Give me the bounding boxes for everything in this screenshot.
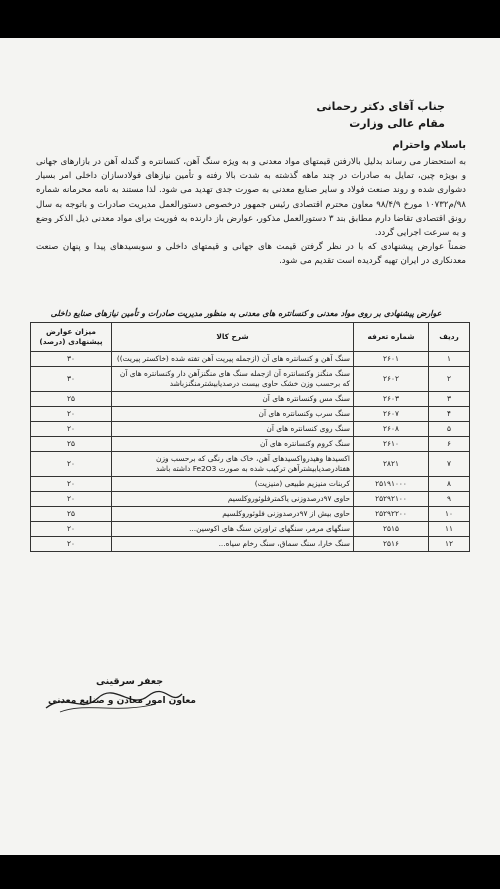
- cell-row-number: ۹: [429, 492, 470, 507]
- cell-tariff: ۲۵۲۹۲۱۰۰: [354, 492, 429, 507]
- top-black-bar: [0, 0, 500, 38]
- table-row: [31, 422, 470, 437]
- cell-row-number: ۷: [429, 452, 470, 477]
- table-row: [31, 367, 470, 392]
- cell-description: کربنات منیزیم طبیعی (منیزیت): [112, 477, 354, 492]
- table-row: [31, 437, 470, 452]
- cell-row-number: ۱۱: [429, 522, 470, 537]
- cell-duty: ۲۵: [31, 437, 112, 452]
- cell-row-number: ۱۲: [429, 537, 470, 552]
- table-row: [31, 352, 470, 367]
- cell-duty: ۲۵: [31, 507, 112, 522]
- cell-row-number: ۱: [429, 352, 470, 367]
- cell-row-number: ۵: [429, 422, 470, 437]
- table-row: [31, 407, 470, 422]
- salutation: باسلام واحترام: [392, 140, 466, 151]
- duty-table: [30, 322, 470, 552]
- cell-duty: ۲۰: [31, 522, 112, 537]
- header-tariff: شماره تعرفه: [354, 323, 429, 352]
- addressee-title: مقام عالی وزارت: [349, 117, 445, 130]
- cell-description: سنگ خارا، سنگ سماق، سنگ رخام سیاه...: [112, 537, 354, 552]
- body-paragraph-1: به استحضار می رساند بدلیل بالارفتن قیمتهای مواد معدنی و به ویژه سنگ آهن، کنسانتره و گندله آهن در بازارهای جهانی و بویژه چین، تمایل به صادرات در چند ماهه گذشته به شدت بالا رفته و تأمین نیازهای فولادسازان داخلی امر بسیار دشواری شده و روند صنعت فولاد و سایر صنایع معدنی به صورت جدی تهدید می شود. لذا مستند به نامه محرمانه شماره ۹۸/م۱۰۷۳۲ مورخ ۹۸/۴/۹ معاون محترم اقتصادی رئیس جمهور درخصوص دستورالعمل مدیریت صادرات و باتوجه به سال رونق اقتصادی تقاضا دارم مطابق بند ۳ دستورالعمل مذکور، عوارض باز دارنده به فوریت برای مواد معدنی ذیل الذکر وضع و به سرعت اجرایی گردد.: [36, 157, 466, 239]
- signer-name: جعفر سرقینی: [96, 676, 164, 687]
- cell-tariff: ۲۵۲۹۲۲۰۰: [354, 507, 429, 522]
- cell-tariff: ۲۸۲۱: [354, 452, 429, 477]
- cell-tariff: ۲۵۱۹۱۰۰۰: [354, 477, 429, 492]
- addressee-block: [316, 98, 445, 132]
- cell-description: حاوی بیش از ۹۷درصدوزنی فلوئوروکلسیم: [112, 507, 354, 522]
- cell-tariff: ۲۵۱۵: [354, 522, 429, 537]
- cell-duty: ۲۵: [31, 392, 112, 407]
- table-row: [31, 537, 470, 552]
- cell-tariff: ۲۶۰۲: [354, 367, 429, 392]
- cell-description: سنگ کروم وکنسانتره های آن: [112, 437, 354, 452]
- header-row-number: ردیف: [429, 323, 470, 352]
- cell-row-number: ۱۰: [429, 507, 470, 522]
- cell-description: سنگ آهن و کنسانتره های آن (ازجمله پیریت آهن تفته شده (خاکستر پیریت)): [112, 352, 354, 367]
- table-caption: عوارض پیشنهادی بر روی مواد معدنی و کنسانتره های معدنی به منظور مدیریت صادرات و تأمین نیازهای صنایع داخلی: [50, 309, 442, 318]
- header-description: شرح کالا: [112, 323, 354, 352]
- cell-description: سنگهای مرمر، سنگهای تراورتن سنگ های اکوسین...: [112, 522, 354, 537]
- bottom-black-bar: [0, 855, 500, 889]
- cell-tariff: ۲۶۰۳: [354, 392, 429, 407]
- cell-duty: ۳۰: [31, 352, 112, 367]
- table-row: [31, 392, 470, 407]
- cell-duty: ۲۰: [31, 492, 112, 507]
- cell-row-number: ۲: [429, 367, 470, 392]
- cell-description: سنگ روی کنسانتره های آن: [112, 422, 354, 437]
- table-row: [31, 452, 470, 477]
- cell-duty: ۲۰: [31, 422, 112, 437]
- cell-row-number: ۳: [429, 392, 470, 407]
- cell-duty: ۲۰: [31, 407, 112, 422]
- cell-description: سنگ مس وکنسانتره های آن: [112, 392, 354, 407]
- signer-title: معاون امور معادن و صنایع معدنی: [48, 696, 196, 706]
- body-paragraph-2: ضمناً عوارض پیشنهادی که با در نظر گرفتن قیمت های جهانی و قیمتهای داخلی و سوبسیدهای پیدا و پنهان صنعت معدنکاری در ایران تهیه گردیده است تقدیم می شود.: [36, 242, 466, 267]
- cell-description: سنگ سرب وکنسانتره های آن: [112, 407, 354, 422]
- cell-duty: ۳۰: [31, 367, 112, 392]
- cell-description: اکسیدها وهیدرواکسیدهای آهن، خاک های رنگی که برحسب وزن هفتادرصدیابیشترآهن ترکیب شده به صورت Fe2O3 داشته باشد: [112, 452, 354, 477]
- cell-row-number: ۶: [429, 437, 470, 452]
- header-duty: میزان عوارض پیشنهادی (درصد): [31, 323, 112, 352]
- letter-body: [36, 155, 466, 269]
- cell-row-number: ۴: [429, 407, 470, 422]
- cell-tariff: ۲۶۰۸: [354, 422, 429, 437]
- cell-duty: ۲۰: [31, 452, 112, 477]
- cell-duty: ۲۰: [31, 477, 112, 492]
- cell-description: سنگ منگنز وکنسانتره آن ازجمله سنگ های منگنزآهن دار وکنسانتره های آن که برحسب وزن خشک حاوی بیست درصدیابیشترمنگنزباشد: [112, 367, 354, 392]
- cell-row-number: ۸: [429, 477, 470, 492]
- table-row: [31, 492, 470, 507]
- cell-tariff: ۲۶۱۰: [354, 437, 429, 452]
- table-row: [31, 507, 470, 522]
- table-header-row: [31, 323, 470, 352]
- addressee-name: جناب آقای دکتر رحمانی: [316, 100, 445, 113]
- cell-tariff: ۲۶۰۱: [354, 352, 429, 367]
- cell-description: حاوی ۹۷درصدوزنی یاکمترفلوئوروکلسیم: [112, 492, 354, 507]
- table-row: [31, 477, 470, 492]
- cell-duty: ۲۰: [31, 537, 112, 552]
- cell-tariff: ۲۵۱۶: [354, 537, 429, 552]
- table-row: [31, 522, 470, 537]
- cell-tariff: ۲۶۰۷: [354, 407, 429, 422]
